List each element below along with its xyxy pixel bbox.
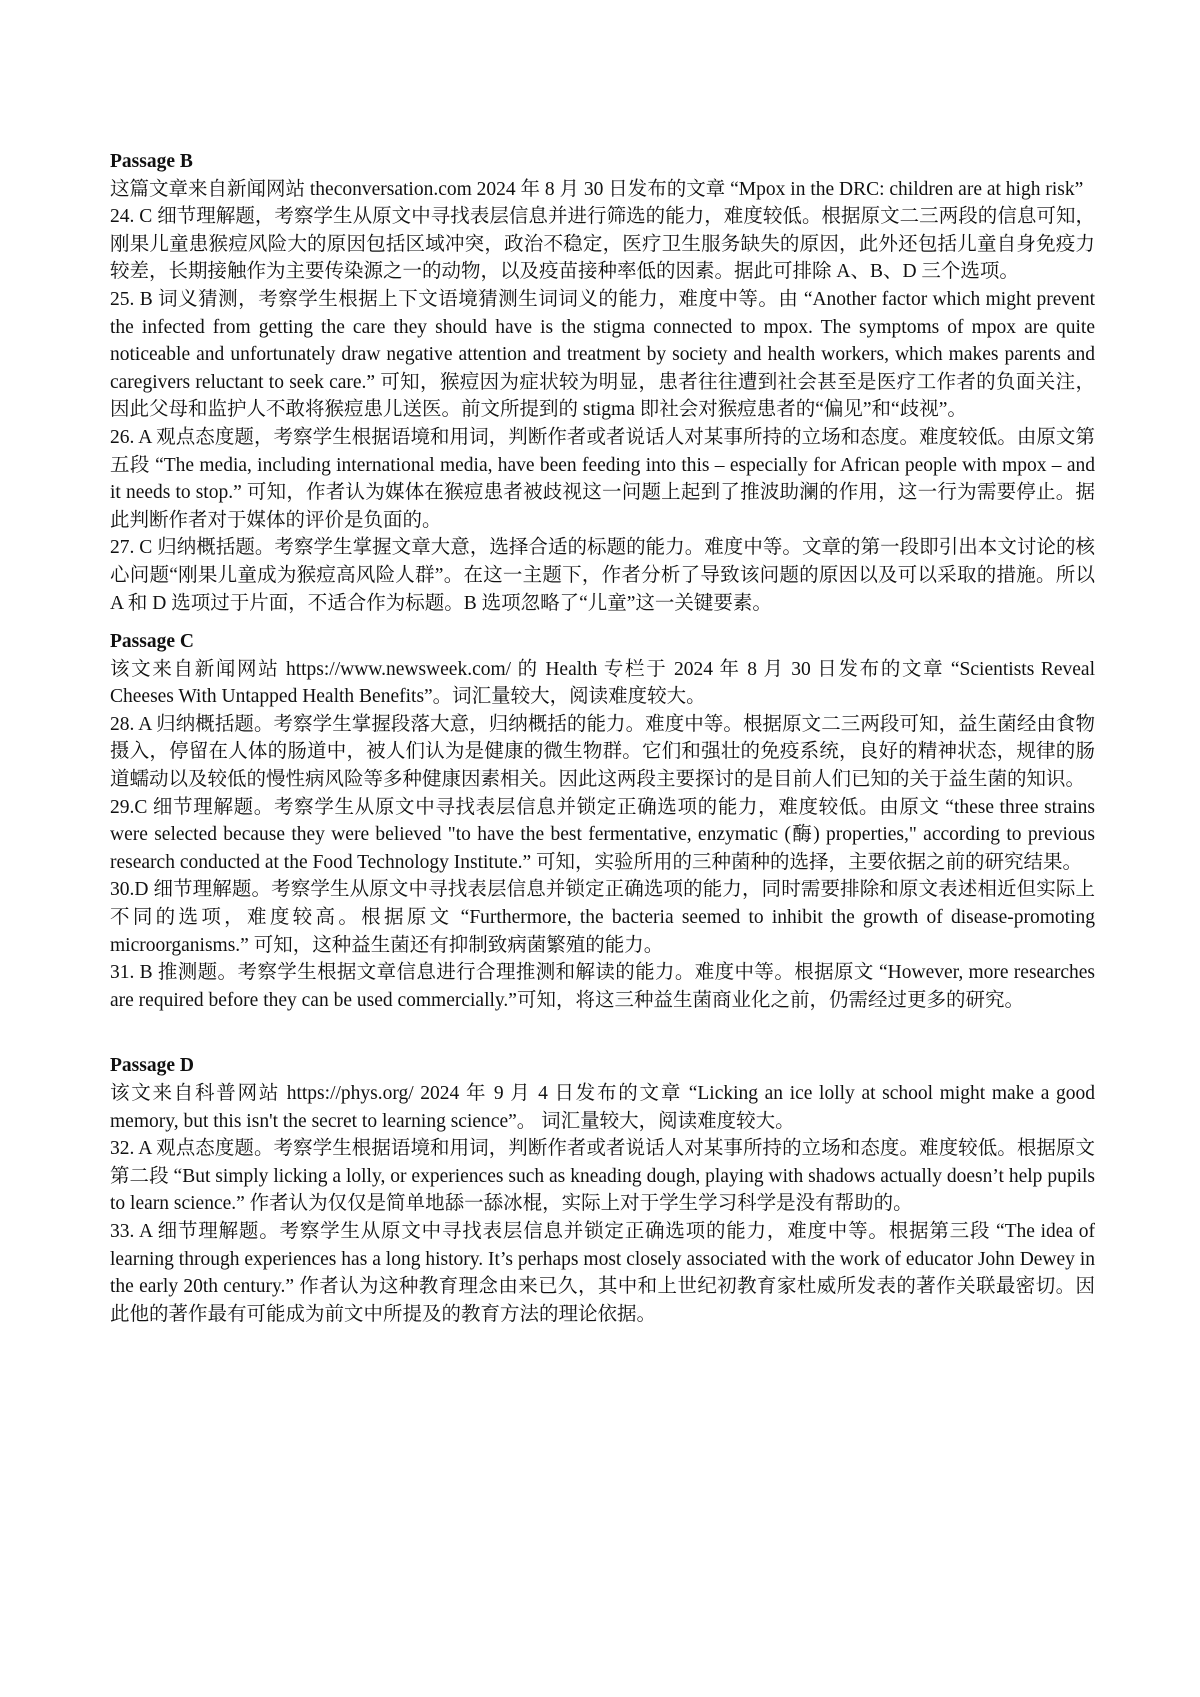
passage-b-title: Passage B (110, 151, 193, 172)
passage-d-source: 该文来自科普网站 https://phys.org/ 2024 年 9 月 4 日发布的文章 “Licking an ice lolly at school might make a good memory, but this isn't the secret to learning science”。 词汇量较大，阅读难度较大。 (110, 1083, 1095, 1132)
answer-29: 29.C 细节理解题。考察学生从原文中寻找表层信息并锁定正确选项的能力，难度较低。由原文 “these three strains were selected because they were believed "to have the best fermentative, enzymatic (酶) properties," according to previous research conducted at the Food Technology Institute.” 可知，实验所用的三种菌种的选择，主要依据之前的研究结果。 (110, 796, 1095, 873)
answer-27: 27. C 归纳概括题。考察学生掌握文章大意，选择合适的标题的能力。难度中等。文章的第一段即引出本文讨论的核心问题“刚果儿童成为猴痘高风险人群”。在这一主题下，作者分析了导致该问题的原因以及可以采取的措施。所以 A 和 D 选项过于片面，不适合作为标题。B 选项忽略了“儿童”这一关键要素。 (110, 537, 1095, 614)
section-spacer (110, 617, 1095, 628)
answer-32: 32. A 观点态度题。考察学生根据语境和用词，判断作者或者说话人对某事所持的立场和态度。难度较低。根据原文第二段 “But simply licking a lolly, or experiences such as kneading dough, playing with shadows actually doesn’t help pupils to learn science.” 作者认为仅仅是简单地舔一舔冰棍，实际上对于学生学习科学是没有帮助的。 (110, 1138, 1095, 1215)
answer-33: 33. A 细节理解题。考察学生从原文中寻找表层信息并锁定正确选项的能力，难度中等。根据第三段 “The idea of learning through experiences has a long history. It’s perhaps most closely associated with the work of educator John Dewey in the early 20th century.” 作者认为这种教育理念由来已久，其中和上世纪初教育家杜威所发表的著作关联最密切。因此他的著作最有可能成为前文中所提及的教育方法的理论依据。 (110, 1220, 1095, 1325)
passage-b-section (110, 148, 1095, 617)
passage-d-section (110, 1052, 1095, 1328)
answer-31: 31. B 推测题。考察学生根据文章信息进行合理推测和解读的能力。难度中等。根据原文 “However, more researches are required before they can be used commercially.”可知，将这三种益生菌商业化之前，仍需经过更多的研究。 (110, 962, 1095, 1011)
passage-b-source: 这篇文章来自新闻网站 theconversation.com 2024 年 8 月 30 日发布的文章 “Mpox in the DRC: children are at high risk” (110, 178, 1084, 200)
section-spacer (110, 1014, 1095, 1052)
passage-c-section (110, 628, 1095, 1014)
answer-24: 24. C 细节理解题，考察学生从原文中寻找表层信息并进行筛选的能力，难度较低。根据原文二三两段的信息可知，刚果儿童患猴痘风险大的原因包括区域冲突，政治不稳定，医疗卫生服务缺失的原因，此外还包括儿童自身免疫力较差，长期接触作为主要传染源之一的动物，以及疫苗接种率低的因素。据此可排除 A、B、D 三个选项。 (110, 206, 1095, 283)
answer-30: 30.D 细节理解题。考察学生从原文中寻找表层信息并锁定正确选项的能力，同时需要排除和原文表述相近但实际上不同的选项，难度较高。根据原文 “Furthermore, the bacteria seemed to inhibit the growth of disease-promoting microorganisms.” 可知，这种益生菌还有抑制致病菌繁殖的能力。 (110, 879, 1095, 956)
passage-c-source: 该文来自新闻网站 https://www.newsweek.com/ 的 Health 专栏于 2024 年 8 月 30 日发布的文章 “Scientists Reveal Cheeses With Untapped Health Benefits”。词汇量较大，阅读难度较大。 (110, 658, 1095, 708)
answer-26: 26. A 观点态度题，考察学生根据语境和用词，判断作者或者说话人对某事所持的立场和态度。难度较低。由原文第五段 “The media, including international media, have been feeding into this – especially for African people with mpox – and it needs to stop.” 可知，作者认为媒体在猴痘患者被歧视这一问题上起到了推波助澜的作用，这一行为需要停止。据此判断作者对于媒体的评价是负面的。 (110, 426, 1095, 531)
answer-28: 28. A 归纳概括题。考察学生掌握段落大意，归纳概括的能力。难度中等。根据原文二三两段可知，益生菌经由食物摄入，停留在人体的肠道中，被人们认为是健康的微生物群。它们和强壮的免疫系统，良好的精神状态，规律的肠道蠕动以及较低的慢性病风险等多种健康因素相关。因此这两段主要探讨的是目前人们已知的关于益生菌的知识。 (110, 713, 1095, 791)
passage-d-title: Passage D (110, 1055, 194, 1077)
answer-25: 25. B 词义猜测，考察学生根据上下文语境猜测生词词义的能力，难度中等。由 “Another factor which might prevent the infected from getting the care they should have is the stigma connected to mpox. The symptoms of mpox are quite noticeable and unfortunately draw negative attention and treatment by society and health workers, which makes parents and caregivers reluctant to seek care.” 可知，猴痘因为症状较为明显，患者往往遭到社会甚至是医疗工作者的负面关注，因此父母和监护人不敢将猴痘患儿送医。前文所提到的 stigma 即社会对猴痘患者的“偏见”和“歧视”。 (110, 288, 1095, 421)
answer-key-page (110, 148, 1095, 1328)
passage-c-title: Passage C (110, 631, 194, 653)
